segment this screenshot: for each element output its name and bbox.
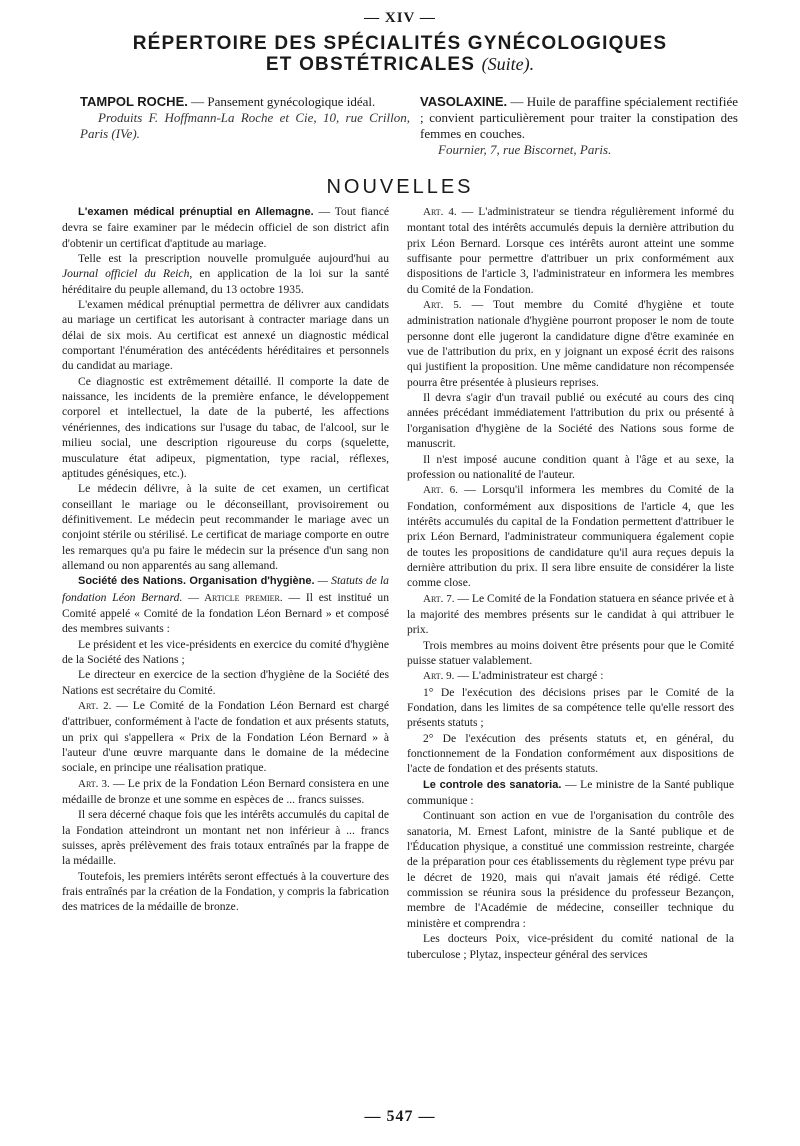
product-description: — Huile de paraffine spécialement rectifiée ; convient particulièrement pour traiter la constipation des femmes en couches. (420, 94, 738, 141)
paragraph: 2° De l'exécution des présents statuts et, en général, du fonctionnement de la Fondation conformément aux dispositions de l'acte de fondation et des présents statuts. (407, 731, 734, 776)
paragraph: Les docteurs Poix, vice-président du comité national de la tuberculose ; Plytaz, inspecteur général des services (407, 932, 734, 961)
product-entry-tampol (80, 94, 410, 142)
paragraph (62, 251, 389, 297)
article-label: Art. 2. (78, 700, 112, 712)
paragraph: L'examen médical prénuptial permettra de délivrer aux candidats au mariage un certificat les autorisant à contracter mariage dans un délai de six mois. Au certificat est annexé un diagnostic médical comportant l'énumération des antécédents héréditaires et personnels du candidat au mariage. (62, 298, 389, 373)
paragraph-text: — L'administrateur se tiendra régulièrement informé du montant total des intérêts accumulés depuis la dernière attribution du prix Léon Bernard. Lorsque ces intérêts auront atteint une somme suffisante pour permettre d'attribuer un prix conformément aux dispositions de l'article 3, l'administrateur en informera les membres du Comité de la Fondation. (407, 205, 734, 296)
paragraph: Il devra s'agir d'un travail publié ou exécuté au cours des cinq années précédant immédiatement l'attribution du prix ou présenté à l'organisation d'hygiène de la Société des Nations sous forme de manuscrit. (407, 391, 734, 451)
paragraph-text: — Le Comité de la Fondation statuera en séance privée et à la majorité des membres présents sur le candidat à qui attribuer le prix. (407, 591, 734, 637)
paragraph: Il sera décerné chaque fois que les intérêts accumulés du capital de la Fondation atteindront un montant net non inférieur à ... francs suisses, après prélèvement des frais totaux entraînés par la frappe de la médaille. (62, 808, 389, 868)
paragraph-text: — Tout membre du Comité d'hygiène et toute administration nationale d'hygiène pourront proposer le nom de toute personne dont elle jugeront la candidature digne d'être examinée en vue de l'attribution du prix, en y joignant un exposé écrit des raisons qui justifient la proposition. Une même candidature non récompensée pourra être présentée à plusieurs reprises. (407, 298, 734, 389)
paragraph (62, 776, 389, 808)
paragraph-lead: Le controle des sanatoria. (423, 778, 562, 791)
paragraph: Le médecin délivre, à la suite de cet examen, un certificat conseillant le mariage ou le déconseillant, provisoirement ou définitivement. Le médecin peut recommander le mariage avec un conjoint stérile ou stérilisé. Le certificat de mariage comporte en outre les remarques qu'a pu faire le médecin sur la présence d'un sang non allemand ou non apparentés au sang allemand. (62, 482, 389, 572)
paragraph: Toutefois, les premiers intérêts seront effectués à la couverture des frais entraînés par la création de la Fondation, y compris la fabrication des matrices de la médaille de bronze. (62, 869, 389, 914)
paragraph: Ce diagnostic est extrêmement détaillé. Il comporte la date de naissance, les incidents de la première enfance, le développement corporel et intellectuel, la date de la puberté, les affections vénériennes, des indications sur l'usage du tabac, de l'alcool, sur le milieu social, une description rigoureuse du corps (squelette, musculature état adipeux, pigmentation, type racial, réflexes, aptitudes génésiques, etc.). (62, 374, 389, 480)
paragraph: Il n'est imposé aucune condition quant à l'âge et au sexe, la profession ou nationalité de l'auteur. (407, 452, 734, 481)
title-line-2 (60, 54, 740, 75)
paragraph (407, 591, 734, 638)
paragraph-text: — L'administrateur est chargé : (454, 669, 604, 683)
paragraph (62, 573, 389, 636)
article-label: Art. 4. (423, 206, 457, 218)
paragraph (62, 204, 389, 251)
product-name: TAMPOL ROCHE. (80, 94, 188, 109)
article-label: Art. 3. (78, 777, 110, 790)
paragraph (407, 204, 734, 297)
paragraph (407, 482, 734, 590)
product-entry-vasolaxine (420, 94, 738, 158)
paragraph (62, 698, 389, 776)
article-label: Art. 7. (423, 592, 455, 605)
journal-title: Journal officiel du Reich (62, 267, 190, 281)
paragraph: Le directeur en exercice de la section d'hygiène de la Société des Nations est secrétaire du Comité. (62, 668, 389, 697)
paragraph: Continuant son action en vue de l'organisation du contrôle des sanatoria, M. Ernest Lafont, ministre de la Santé publique et de l'Éducation physique, a constitué une commission restreinte, chargée de la préparation pour ces établissements du règlement type prévu par le décret de 1920, mais qui n'avait jamais été rédigé. Cette commission se réunira sous la présidence du professeur Bezançon, membre de l'Académie de médecine, conseiller technique du ministère et comprendra : (407, 809, 734, 930)
left-column (62, 204, 389, 1104)
paragraph-text: — Le ministre de la Santé publique communique : (407, 777, 734, 808)
page-number-roman: — XIV — (364, 10, 436, 26)
section-title-nouvelles: NOUVELLES (326, 176, 474, 198)
title-line-1: RÉPERTOIRE DES SPÉCIALITÉS GYNÉCOLOGIQUES (132, 33, 668, 54)
page-number: — 547 — (364, 1108, 436, 1125)
paragraph-text: — Lorsqu'il informera les membres du Comité de la Fondation, conformément aux dispositions de l'article 4, que les intérêts accumulés du capital de la Fondation permettent d'attribuer le prix Léon Bernard, l'administrateur communiquera également copie de toutes les propositions de candidature qu'il aura reçues depuis la dernière attribution du prix. Il sera libre ensuite de considérer la liste comme close. (407, 483, 734, 590)
paragraph (407, 668, 734, 684)
article-label: Art. 6. (423, 484, 458, 497)
product-name: VASOLAXINE. (420, 94, 508, 109)
paragraph-text: , en application de la loi sur la santé héréditaire du peuple allemand, du 13 octobre 1935. (62, 267, 389, 296)
article-label: Art. 9. (423, 670, 455, 683)
paragraph-text: — Le prix de la Fondation Léon Bernard consistera en une médaille de bronze et une somme en espèces de ... francs suisses. (62, 776, 389, 807)
title-line-2-text: ET OBSTÉTRICALES (265, 54, 476, 75)
paragraph (407, 297, 734, 390)
product-address: Fournier, 7, rue Biscornet, Paris. (438, 142, 612, 157)
paragraph-text: — Tout fiancé devra se faire examiner par le médecin officiel de son district afin d'obtenir un certificat d'aptitude au mariage. (62, 205, 389, 250)
repertoire-title (60, 33, 740, 75)
paragraph: 1° De l'exécution des décisions prises par le Comité de la Fondation, dans les limites de sa compétence telle qu'elle ressort des présents statuts ; (407, 685, 734, 730)
statute-title: — Statuts de la fondation Léon Bernard. (62, 574, 389, 604)
product-address: Produits F. Hoffmann-La Roche et Cie, 10, rue Crillon, Paris (IVe). (80, 110, 410, 141)
paragraph-lead: L'examen médical prénuptial en Allemagne. (78, 206, 314, 218)
paragraph: Le président et les vice-présidents en exercice du comité d'hygiène de la Société des Nations ; (62, 637, 389, 666)
paragraph: Trois membres au moins doivent être présents pour que le Comité puisse statuer valablement. (407, 638, 734, 667)
paragraph-text: Telle est la prescription nouvelle promulguée aujourd'hui au (78, 252, 389, 266)
right-column (407, 204, 734, 1104)
paragraph-lead: Société des Nations. Organisation d'hygiène. (78, 575, 315, 588)
title-suite: (Suite). (481, 54, 535, 74)
article-label: Art. 5. (423, 299, 462, 312)
paragraph-text: — Le Comité de la Fondation Léon Bernard est chargé d'attribuer, conformément à l'acte de fondation et aux présents statuts, un prix qui s'appellera « Prix de la Fondation Léon Bernard » à l'auteur d'une œuvre marquante dans le domaine de la médecine sociale, en principe une réalisation pratique. (62, 699, 389, 775)
paragraph (407, 777, 734, 809)
article-label: — Article premier. (182, 591, 283, 604)
product-description: — Pansement gynécologique idéal. (187, 94, 376, 109)
paragraph-text: — Il est institué un Comité appelé « Comité de la fondation Léon Bernard » et composé des membres suivants : (62, 590, 389, 636)
